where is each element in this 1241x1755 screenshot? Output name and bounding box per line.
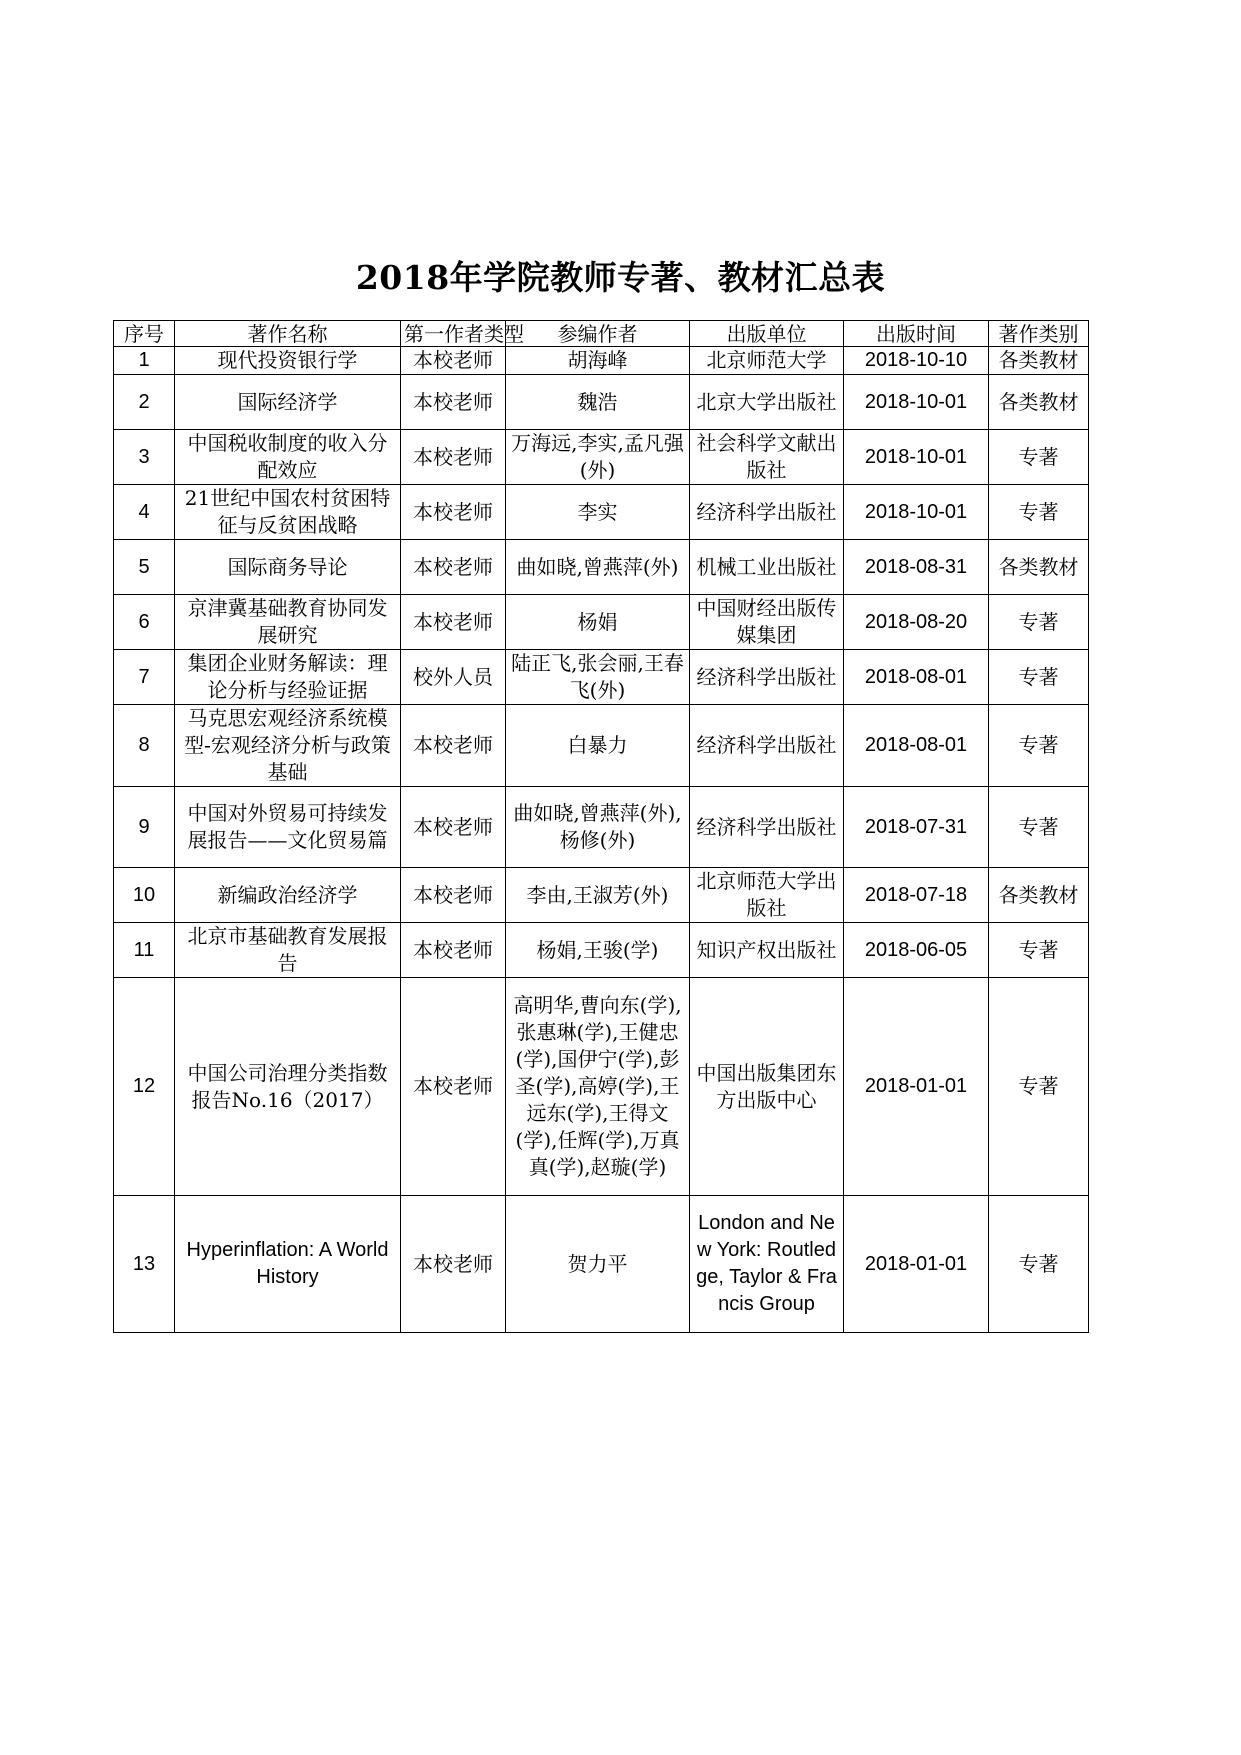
table-row bbox=[114, 650, 1089, 705]
table-row bbox=[114, 595, 1089, 650]
table-row bbox=[114, 978, 1089, 1196]
cell-no: 8 bbox=[114, 705, 175, 787]
cell-author-type: 本校老师 bbox=[401, 485, 506, 540]
cell-author-type: 本校老师 bbox=[401, 868, 506, 923]
cell-no: 6 bbox=[114, 595, 175, 650]
cell-publisher: 北京大学出版社 bbox=[690, 375, 844, 430]
cell-author-type: 本校老师 bbox=[401, 430, 506, 485]
cell-publisher: 中国财经出版传媒集团 bbox=[690, 595, 844, 650]
cell-date: 2018-01-01 bbox=[844, 978, 989, 1196]
cell-co-authors: 万海远,李实,孟凡强(外) bbox=[506, 430, 690, 485]
cell-category: 专著 bbox=[989, 595, 1089, 650]
cell-name: 马克思宏观经济系统模型-宏观经济分析与政策基础 bbox=[175, 705, 401, 787]
cell-date: 2018-08-31 bbox=[844, 540, 989, 595]
cell-publisher: 经济科学出版社 bbox=[690, 705, 844, 787]
cell-no: 5 bbox=[114, 540, 175, 595]
cell-date: 2018-08-20 bbox=[844, 595, 989, 650]
cell-co-authors: 魏浩 bbox=[506, 375, 690, 430]
cell-publisher: 经济科学出版社 bbox=[690, 787, 844, 868]
cell-category: 专著 bbox=[989, 650, 1089, 705]
cell-co-authors: 白暴力 bbox=[506, 705, 690, 787]
cell-co-authors bbox=[506, 978, 690, 1196]
cell-co-authors: 胡海峰 bbox=[506, 347, 690, 375]
cell-author-type: 本校老师 bbox=[401, 595, 506, 650]
col-header-date: 出版时间 bbox=[844, 321, 989, 347]
cell-author-type: 校外人员 bbox=[401, 650, 506, 705]
cell-publisher: 经济科学出版社 bbox=[690, 485, 844, 540]
cell-name: 集团企业财务解读：理论分析与经验证据 bbox=[175, 650, 401, 705]
table-row bbox=[114, 868, 1089, 923]
cell-category: 专著 bbox=[989, 787, 1089, 868]
cell-category: 专著 bbox=[989, 485, 1089, 540]
cell-co-authors: 杨娟 bbox=[506, 595, 690, 650]
cell-author-type: 本校老师 bbox=[401, 1196, 506, 1333]
cell-date: 2018-10-10 bbox=[844, 347, 989, 375]
cell-name: 新编政治经济学 bbox=[175, 868, 401, 923]
cell-author-type: 本校老师 bbox=[401, 978, 506, 1196]
cell-publisher: 机械工业出版社 bbox=[690, 540, 844, 595]
header-row bbox=[114, 321, 1089, 347]
col-header-publisher: 出版单位 bbox=[690, 321, 844, 347]
cell-category: 专著 bbox=[989, 1196, 1089, 1333]
col-header-name: 著作名称 bbox=[175, 321, 401, 347]
co-authors-text: 高明华,曹向东(学),张惠琳(学),王健忠(学),国伊宁(学),彭圣(学),高婷(学),王远东(学),王得文(学),任辉(学),万真真(学),赵璇(学) bbox=[513, 993, 682, 1179]
col-header-author-type: 第一作者类型 bbox=[401, 321, 506, 347]
cell-category: 专著 bbox=[989, 430, 1089, 485]
cell-name: 国际商务导论 bbox=[175, 540, 401, 595]
cell-no: 4 bbox=[114, 485, 175, 540]
cell-category: 各类教材 bbox=[989, 375, 1089, 430]
cell-no: 2 bbox=[114, 375, 175, 430]
cell-no: 1 bbox=[114, 347, 175, 375]
cell-name: 中国对外贸易可持续发展报告——文化贸易篇 bbox=[175, 787, 401, 868]
cell-date: 2018-06-05 bbox=[844, 923, 989, 978]
cell-co-authors: 曲如晓,曾燕萍(外) bbox=[506, 540, 690, 595]
cell-date: 2018-07-31 bbox=[844, 787, 989, 868]
cell-category: 专著 bbox=[989, 705, 1089, 787]
cell-co-authors: 李由,王淑芳(外) bbox=[506, 868, 690, 923]
table-row bbox=[114, 787, 1089, 868]
cell-no: 9 bbox=[114, 787, 175, 868]
cell-publisher: 北京师范大学出版社 bbox=[690, 868, 844, 923]
cell-author-type: 本校老师 bbox=[401, 787, 506, 868]
cell-name: 现代投资银行学 bbox=[175, 347, 401, 375]
cell-date: 2018-08-01 bbox=[844, 705, 989, 787]
cell-date: 2018-10-01 bbox=[844, 485, 989, 540]
page-title: 2018年学院教师专著、教材汇总表 bbox=[355, 258, 886, 297]
cell-date: 2018-07-18 bbox=[844, 868, 989, 923]
cell-co-authors: 曲如晓,曾燕萍(外),杨修(外) bbox=[506, 787, 690, 868]
cell-date: 2018-08-01 bbox=[844, 650, 989, 705]
cell-date: 2018-10-01 bbox=[844, 375, 989, 430]
table-row bbox=[114, 347, 1089, 375]
cell-publisher: 经济科学出版社 bbox=[690, 650, 844, 705]
table-row bbox=[114, 923, 1089, 978]
table-row bbox=[114, 430, 1089, 485]
cell-author-type: 本校老师 bbox=[401, 923, 506, 978]
cell-date: 2018-01-01 bbox=[844, 1196, 989, 1333]
table-row bbox=[114, 375, 1089, 430]
table-row bbox=[114, 1196, 1089, 1333]
cell-co-authors: 陆正飞,张会丽,王春飞(外) bbox=[506, 650, 690, 705]
cell-author-type: 本校老师 bbox=[401, 705, 506, 787]
cell-name: 国际经济学 bbox=[175, 375, 401, 430]
cell-name: 中国税收制度的收入分配效应 bbox=[175, 430, 401, 485]
col-header-category: 著作类别 bbox=[989, 321, 1089, 347]
cell-date: 2018-10-01 bbox=[844, 430, 989, 485]
cell-no: 3 bbox=[114, 430, 175, 485]
cell-co-authors: 李实 bbox=[506, 485, 690, 540]
cell-name: Hyperinflation: A World History bbox=[175, 1196, 401, 1333]
cell-no: 7 bbox=[114, 650, 175, 705]
cell-category: 各类教材 bbox=[989, 868, 1089, 923]
cell-author-type: 本校老师 bbox=[401, 375, 506, 430]
col-header-no: 序号 bbox=[114, 321, 175, 347]
cell-publisher: 中国出版集团东方出版中心 bbox=[690, 978, 844, 1196]
cell-publisher: London and New York: Routledge, Taylor & Francis Group bbox=[690, 1196, 844, 1333]
cell-category: 各类教材 bbox=[989, 347, 1089, 375]
cell-no: 12 bbox=[114, 978, 175, 1196]
cell-publisher: 知识产权出版社 bbox=[690, 923, 844, 978]
cell-category: 专著 bbox=[989, 978, 1089, 1196]
cell-author-type: 本校老师 bbox=[401, 540, 506, 595]
cell-category: 专著 bbox=[989, 923, 1089, 978]
table-row bbox=[114, 540, 1089, 595]
cell-co-authors: 贺力平 bbox=[506, 1196, 690, 1333]
cell-name: 京津冀基础教育协同发展研究 bbox=[175, 595, 401, 650]
cell-no: 13 bbox=[114, 1196, 175, 1333]
col-header-co-authors: 参编作者 bbox=[506, 321, 690, 347]
table-row bbox=[114, 485, 1089, 540]
cell-name: 北京市基础教育发展报告 bbox=[175, 923, 401, 978]
cell-no: 10 bbox=[114, 868, 175, 923]
cell-no: 11 bbox=[114, 923, 175, 978]
cell-category: 各类教材 bbox=[989, 540, 1089, 595]
table-row bbox=[114, 705, 1089, 787]
cell-publisher: 社会科学文献出版社 bbox=[690, 430, 844, 485]
cell-co-authors: 杨娟,王骏(学) bbox=[506, 923, 690, 978]
cell-publisher: 北京师范大学 bbox=[690, 347, 844, 375]
cell-name: 中国公司治理分类指数报告No.16（2017） bbox=[175, 978, 401, 1196]
cell-name: 21世纪中国农村贫困特征与反贫困战略 bbox=[175, 485, 401, 540]
cell-author-type: 本校老师 bbox=[401, 347, 506, 375]
summary-table bbox=[113, 320, 1089, 1333]
